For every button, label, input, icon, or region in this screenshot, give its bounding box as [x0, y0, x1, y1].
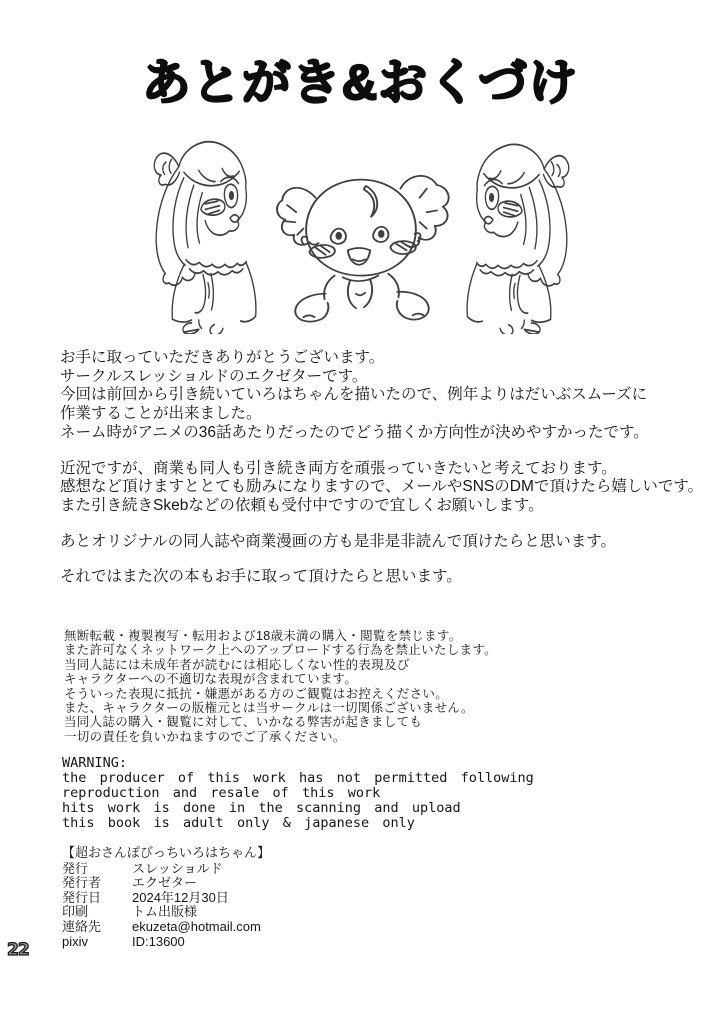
colophon-row-contact [62, 920, 482, 935]
afterword-body [60, 349, 708, 604]
colophon-label: 発行日 [62, 889, 102, 905]
colophon-row-publisher [62, 862, 482, 877]
paragraph-greeting [60, 349, 708, 443]
warning-line: reproduction and resale of this work [62, 785, 381, 801]
warning-line: this book is adult only & japanese only [62, 815, 415, 831]
text-line: それではまた次の本もお手に取って頂けたらと思います。 [60, 568, 462, 586]
text-line: あとオリジナルの同人誌や商業漫画の方も是非是非読んで頂けたらと思います。 [60, 532, 616, 550]
book-title: 【超おさんぽびっちいろはちゃん】 [62, 845, 271, 860]
text-line: ネーム時がアニメの36話あたりだったのでどう描くか方向性が決めやすかったです。 [60, 423, 649, 441]
colophon-label: 印刷 [62, 904, 89, 920]
colophon-label: pixiv [62, 933, 89, 949]
colophon-row-printer [62, 905, 482, 920]
paragraph-promo [60, 533, 708, 552]
page-number: 22 [7, 940, 29, 960]
colophon-label: 発行 [62, 860, 89, 876]
disclaimer-section [64, 629, 664, 744]
text-line: 今回は前回から引き続いていろはちゃんを描いたので、例年よりはだいぶスムーズに [60, 386, 648, 404]
disclaimer-line: また許可なくネットワーク上へのアップロードする行為を禁止いたします。 [64, 643, 497, 658]
colophon-row-author [62, 876, 482, 891]
disclaimer-line: 無断転載・複製複写・転用および18歳未満の購入・閲覧を禁じます。 [64, 629, 462, 643]
colophon-section [62, 846, 482, 949]
baby-sitting-sketch-center [272, 157, 450, 329]
colophon-value-pixiv-id: ID:13600 [132, 933, 185, 949]
colophon-value: エクゼター [132, 875, 198, 891]
colophon-value: 2024年12月30日 [132, 889, 229, 905]
text-line: お手に取っていただきありがとうございます。 [60, 349, 385, 366]
colophon-value-email: ekuzeta@hotmail.com [132, 918, 261, 934]
colophon-row-pixiv [62, 935, 482, 950]
text-line: サークルスレッショルドのエクゼターです。 [60, 367, 368, 385]
warning-line: hits work is done in the scanning and upload [62, 800, 461, 816]
girl-cape-sketch-right [456, 126, 584, 334]
disclaimer-line: そういった表現に抵抗・嫌悪がある方のご観覧はお控えください。 [64, 686, 449, 701]
colophon-label: 連絡先 [62, 918, 102, 934]
text-line: 近況ですが、商業も同人も引き続き両方を頑張っていきたいと考えております。 [60, 459, 617, 477]
warning-section [62, 756, 622, 831]
text-line: 感想など頂けますととても励みになりますので、メールやSNSのDMで頂けたら嬉しいです。 [60, 478, 704, 496]
disclaimer-line: 一切の責任を負いかねますのでご了承ください。 [64, 729, 346, 744]
disclaimer-line: キャラクターへの不適切な表現が含まれています。 [64, 672, 358, 687]
paragraph-closing [60, 568, 708, 587]
colophon-row-date [62, 891, 482, 906]
page-title: あとがき&おくづけ [141, 56, 579, 110]
disclaimer-line: 当同人誌には未成年者が読むには相応しくない性的表現及び [64, 657, 410, 672]
text-line: また引き続きSkebなどの依頼も受付中ですので宜しくお願いします。 [60, 496, 544, 514]
colophon-value: トム出版様 [132, 904, 198, 920]
text-line: 作業することが出来ました。 [60, 405, 262, 423]
disclaimer-line: また、キャラクターの版権元とは当サークルは一切関係ございません。 [64, 701, 474, 716]
disclaimer-line: 当同人誌の購入・観覧に対して、いかなる弊害が起きましても [64, 715, 423, 730]
colophon-value: スレッショルド [132, 860, 223, 876]
girl-cape-sketch-left [139, 123, 267, 334]
colophon-label: 発行者 [62, 875, 102, 891]
warning-line: the producer of this work has not permitted following [62, 770, 534, 786]
warning-line: WARNING: [62, 755, 128, 771]
paragraph-status [60, 460, 708, 516]
